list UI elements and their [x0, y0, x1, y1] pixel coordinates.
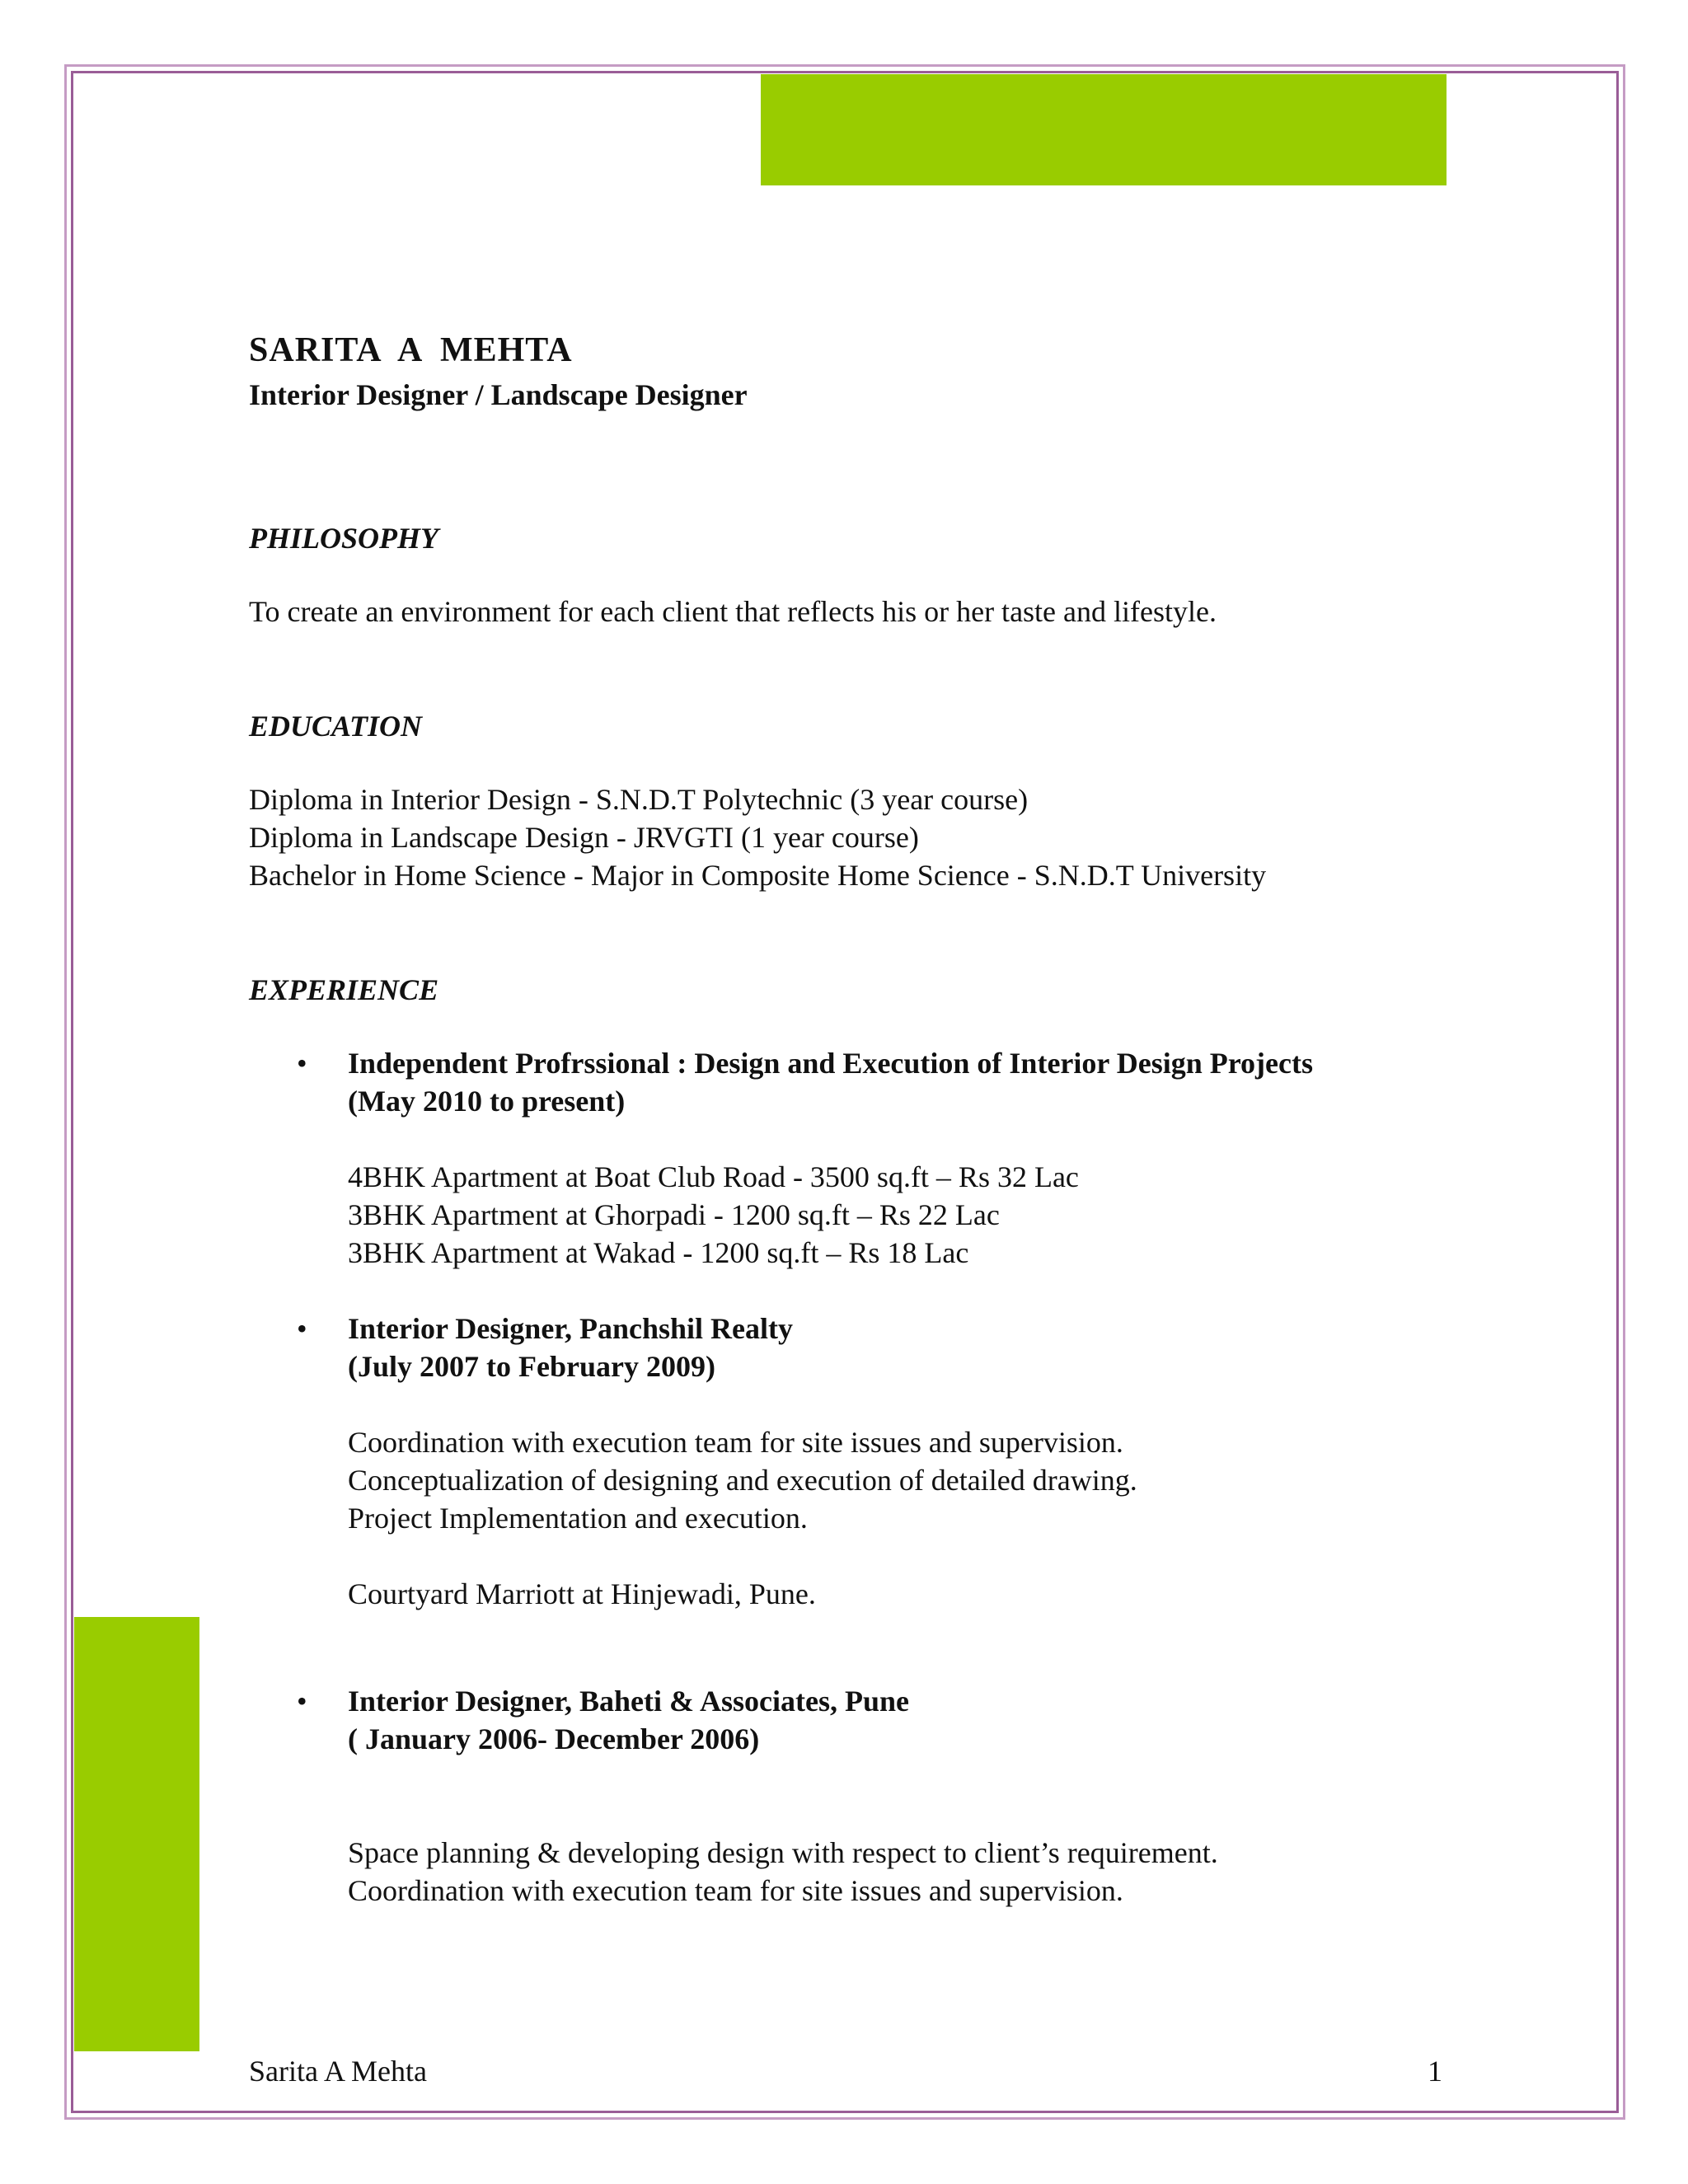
job-project: Courtyard Marriott at Hinjewadi, Pune. — [348, 1577, 816, 1610]
job-role: Interior Designer, Baheti & Associates, Pune — [348, 1685, 909, 1718]
job-detail: Coordination with execution team for site issues and supervision. — [348, 1426, 1123, 1459]
accent-bar-left — [74, 1617, 199, 2051]
philosophy-text: To create an environment for each client that reflects his or her taste and lifestyle. — [249, 595, 1217, 628]
education-heading: EDUCATION — [249, 710, 423, 743]
philosophy-heading: PHILOSOPHY — [249, 522, 438, 555]
job-detail: 3BHK Apartment at Ghorpadi - 1200 sq.ft – Rs 22 Lac — [348, 1198, 1000, 1231]
job-role: Interior Designer, Panchshil Realty — [348, 1312, 793, 1345]
resume-name: SARITA A MEHTA — [249, 331, 573, 369]
experience-list — [249, 1044, 1485, 1910]
bullet-icon: • — [297, 1312, 307, 1345]
footer-name: Sarita A Mehta — [249, 2055, 427, 2088]
job-detail: Project Implementation and execution. — [348, 1502, 808, 1535]
job-detail: Space planning & developing design with respect to client’s requirement. — [348, 1836, 1218, 1869]
job-detail: Coordination with execution team for site issues and supervision. — [348, 1874, 1123, 1907]
experience-item — [249, 1310, 1485, 1613]
education-item: Diploma in Landscape Design - JRVGTI (1 year course) — [249, 821, 919, 854]
experience-heading: EXPERIENCE — [249, 973, 439, 1006]
experience-item — [249, 1682, 1485, 1910]
job-detail: 4BHK Apartment at Boat Club Road - 3500 sq.ft – Rs 32 Lac — [348, 1160, 1079, 1193]
education-item: Bachelor in Home Science - Major in Composite Home Science - S.N.D.T University — [249, 859, 1267, 892]
resume-title: Interior Designer / Landscape Designer — [249, 378, 748, 411]
job-detail: 3BHK Apartment at Wakad - 1200 sq.ft – Rs 18 Lac — [348, 1236, 969, 1269]
job-role: Independent Profrssional : Design and Execution of Interior Design Projects — [348, 1047, 1314, 1080]
bullet-icon: • — [297, 1685, 307, 1718]
bullet-icon: • — [297, 1047, 307, 1080]
education-item: Diploma in Interior Design - S.N.D.T Polytechnic (3 year course) — [249, 783, 1029, 816]
job-period: (May 2010 to present) — [348, 1085, 626, 1118]
experience-item — [249, 1044, 1485, 1272]
footer-page-number: 1 — [1428, 2055, 1442, 2088]
job-period: (July 2007 to February 2009) — [348, 1350, 715, 1383]
job-detail: Conceptualization of designing and execution of detailed drawing. — [348, 1464, 1137, 1497]
job-period: ( January 2006- December 2006) — [348, 1722, 760, 1755]
resume-content — [249, 326, 1485, 1910]
accent-bar-top — [761, 74, 1447, 185]
education-list — [249, 780, 1485, 894]
